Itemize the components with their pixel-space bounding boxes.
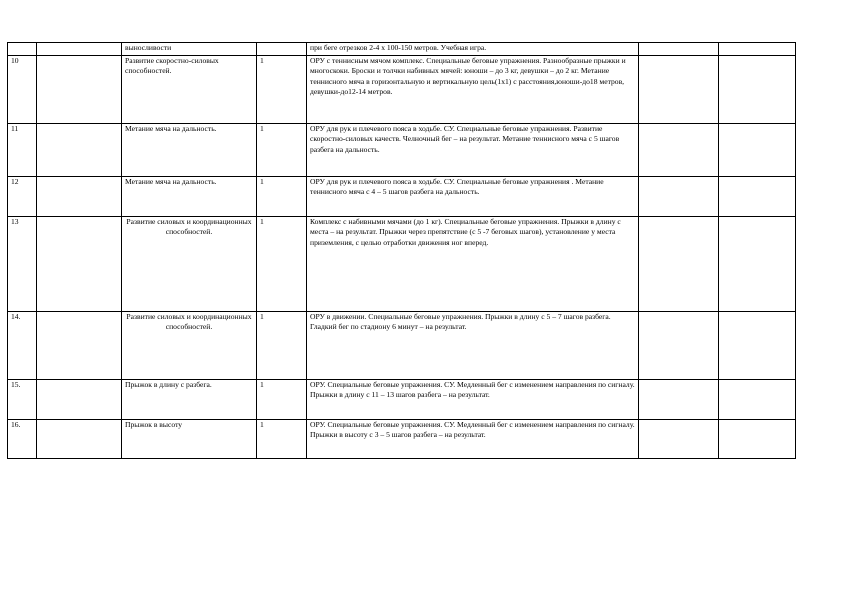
table-row (8, 217, 796, 312)
empty-cell (37, 380, 122, 420)
empty-cell (37, 124, 122, 177)
table-row (8, 177, 796, 217)
lesson-topic: Метание мяча на дальность. (122, 177, 257, 217)
empty-cell (719, 380, 796, 420)
empty-cell (639, 380, 719, 420)
empty-cell (719, 217, 796, 312)
lesson-hours: 1 (257, 420, 307, 459)
empty-cell (37, 217, 122, 312)
lesson-content: при беге отрезков 2-4 х 100-150 метров. Учебная игра. (307, 43, 639, 56)
empty-cell (719, 177, 796, 217)
lesson-hours: 1 (257, 124, 307, 177)
lesson-topic: Развитие силовых и координационных способностей. (122, 312, 257, 380)
lesson-content: ОРУ в движении. Специальные беговые упражнения. Прыжки в длину с 5 – 7 шагов разбега. Гладкий бег по стадиону 6 минут – на результат. (307, 312, 639, 380)
lesson-hours: 1 (257, 217, 307, 312)
lesson-hours (257, 43, 307, 56)
empty-cell (639, 43, 719, 56)
lesson-number: 10 (8, 56, 37, 124)
empty-cell (719, 124, 796, 177)
lesson-number (8, 43, 37, 56)
lesson-content: ОРУ с теннисным мячом комплекс. Специальные беговые упражнения. Разнообразные прыжки и многоскоки. Броски и толчки набивных мячей: юноши – до 3 кг, девушки – до 2 кг. Метание теннисного мяча в горизонтальную и вертикальную цель(1х1) с расстояния,юноши-до18 метров, девушки-до12-14 метров. (307, 56, 639, 124)
empty-cell (639, 312, 719, 380)
lesson-content: ОРУ. Специальные беговые упражнения. СУ. Медленный бег с изменением направления по сигналу. Прыжки в длину с 11 – 13 шагов разбега – на результат. (307, 380, 639, 420)
lesson-topic: Прыжок в высоту (122, 420, 257, 459)
lesson-topic: Развитие силовых и координационных способностей. (122, 217, 257, 312)
lesson-number: 13 (8, 217, 37, 312)
lesson-number: 12 (8, 177, 37, 217)
empty-cell (639, 177, 719, 217)
empty-cell (719, 312, 796, 380)
empty-cell (719, 420, 796, 459)
empty-cell (37, 312, 122, 380)
lesson-hours: 1 (257, 380, 307, 420)
lesson-plan-table (7, 42, 796, 459)
empty-cell (719, 43, 796, 56)
lesson-content: ОРУ. Специальные беговые упражнения. СУ. Медленный бег с изменением направления по сигналу. Прыжки в высоту с 3 – 5 шагов разбега – на результат. (307, 420, 639, 459)
lesson-content: ОРУ для рук и плечевого пояса в ходьбе. СУ. Специальные беговые упражнения. Развитие скоростно-силовых качеств. Челночный бег – на результат. Метание теннисного мяча с 5 шагов разбега на дальность. (307, 124, 639, 177)
empty-cell (37, 43, 122, 56)
lesson-topic: выносливости (122, 43, 257, 56)
lesson-number: 15. (8, 380, 37, 420)
lesson-topic: Метание мяча на дальность. (122, 124, 257, 177)
lesson-content: Комплекс с набивными мячами (до 1 кг). Специальные беговые упражнения. Прыжки в длину с места – на результат. Прыжки через препятствие (с 5 -7 беговых шагов), установление у места приземления, с целью отработки движения ног вперед. (307, 217, 639, 312)
lesson-hours: 1 (257, 56, 307, 124)
lesson-content: ОРУ для рук и плечевого пояса в ходьбе. СУ. Специальные беговые упражнения . Метание теннисного мяча с 4 – 5 шагов разбега на дальность. (307, 177, 639, 217)
empty-cell (639, 217, 719, 312)
lesson-hours: 1 (257, 177, 307, 217)
lesson-number: 16. (8, 420, 37, 459)
lesson-topic: Прыжок в длину с разбега. (122, 380, 257, 420)
empty-cell (719, 56, 796, 124)
empty-cell (639, 124, 719, 177)
table-row (8, 380, 796, 420)
table-row (8, 124, 796, 177)
lesson-number: 14. (8, 312, 37, 380)
empty-cell (37, 177, 122, 217)
table-row (8, 312, 796, 380)
empty-cell (639, 420, 719, 459)
lesson-hours: 1 (257, 312, 307, 380)
table-row (8, 43, 796, 56)
table-row (8, 56, 796, 124)
empty-cell (639, 56, 719, 124)
empty-cell (37, 420, 122, 459)
table-row (8, 420, 796, 459)
empty-cell (37, 56, 122, 124)
lesson-number: 11 (8, 124, 37, 177)
lesson-topic: Развитие скоростно-силовых способностей. (122, 56, 257, 124)
